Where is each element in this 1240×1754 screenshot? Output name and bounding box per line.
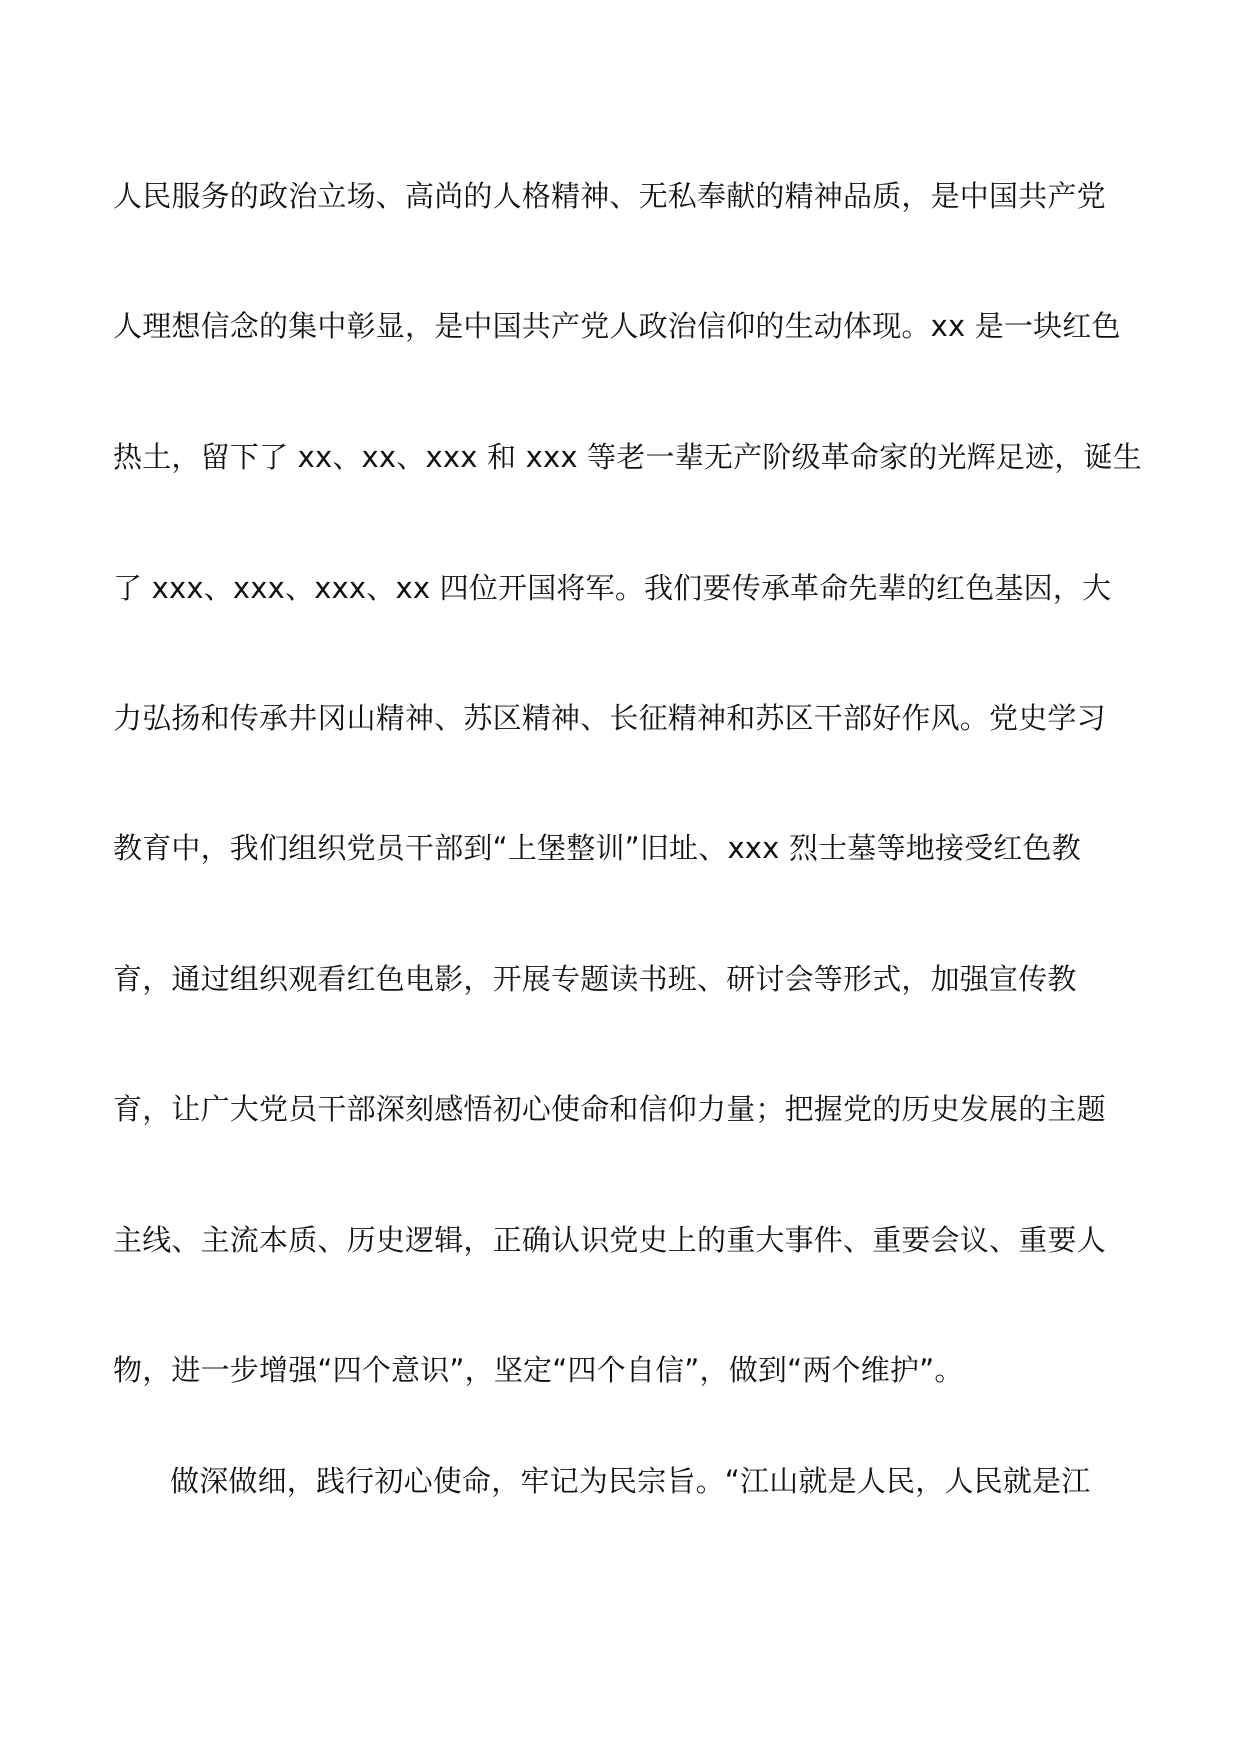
text-line-1: 人民服务的政治立场、高尚的人格精神、无私奉献的精神品质，是中国共产党 <box>113 179 1106 213</box>
paragraph-start-line: 做深做细，践行初心使命，牢记为民宗旨。“江山就是人民，人民就是江 <box>170 1464 1091 1498</box>
text-line-2: 人理想信念的集中彰显，是中国共产党人政治信仰的生动体现。xx 是一块红色 <box>113 309 1121 343</box>
text-line-10: 物，进一步增强“四个意识”，坚定“四个自信”，做到“两个维护”。 <box>113 1353 964 1387</box>
text-line-5: 力弘扬和传承井冈山精神、苏区精神、长征精神和苏区干部好作风。党史学习 <box>113 701 1106 735</box>
text-line-3: 热土，留下了 xx、xx、xxx 和 xxx 等老一辈无产阶级革命家的光辉足迹，诞生 <box>113 440 1142 474</box>
text-line-6: 教育中，我们组织党员干部到“上堡整训”旧址、xxx 烈士墓等地接受红色教 <box>113 831 1081 865</box>
text-line-7: 育，通过组织观看红色电影，开展专题读书班、研讨会等形式，加强宣传教 <box>113 962 1077 996</box>
text-line-8: 育，让广大党员干部深刻感悟初心使命和信仰力量；把握党的历史发展的主题 <box>113 1092 1106 1126</box>
text-line-4: 了 xxx、xxx、xxx、xx 四位开国将军。我们要传承革命先辈的红色基因，大 <box>113 571 1112 605</box>
text-line-9: 主线、主流本质、历史逻辑，正确认识党史上的重大事件、重要会议、重要人 <box>113 1223 1106 1257</box>
